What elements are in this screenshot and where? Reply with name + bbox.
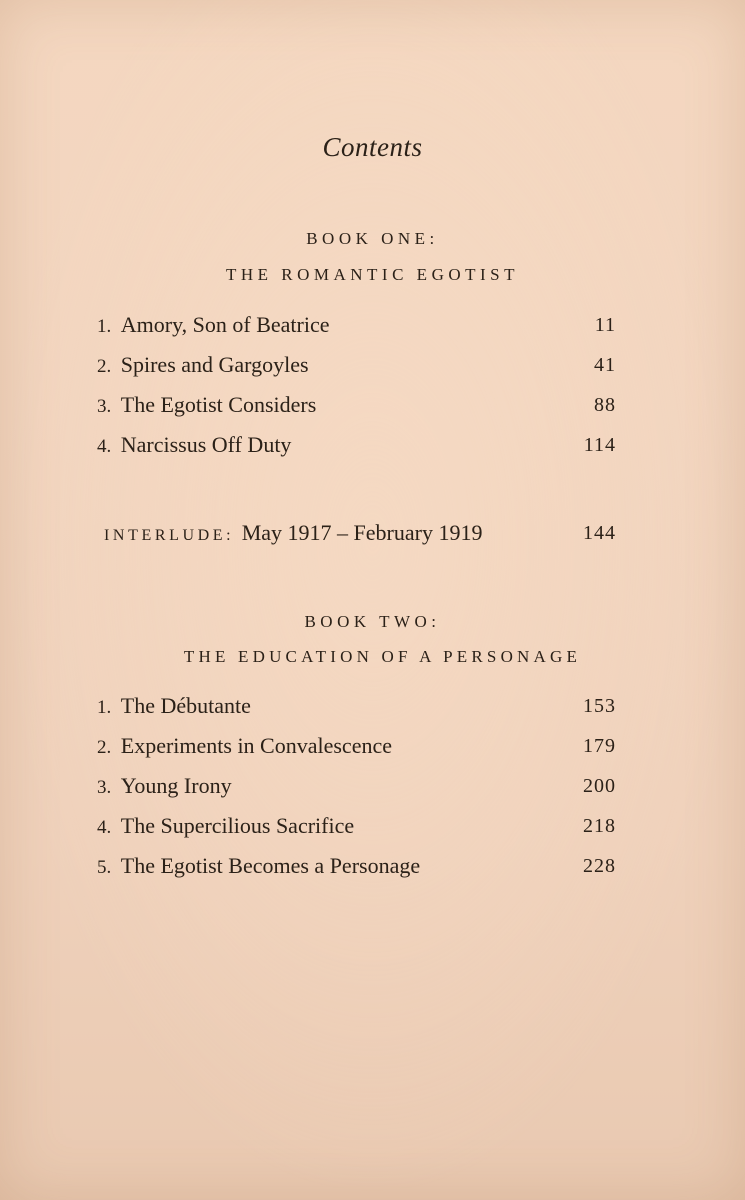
chapter-title: The Supercilious Sacrifice [120,813,355,838]
chapter-number: 4. [97,817,112,838]
chapter-title: Narcissus Off Duty [120,432,292,457]
page-number: 144 [583,522,616,544]
page-title: Contents [322,132,423,162]
book-two-subtitle: THE EDUCATION OF A PERSONAGE [183,647,582,666]
page-number: 228 [583,855,616,877]
interlude-dates: May 1917 – February 1919 [241,520,483,545]
page-number: 218 [583,815,616,837]
chapter-title: Amory, Son of Beatrice [120,312,330,337]
toc-entry-book-one-1[interactable] [97,312,616,342]
chapter-number: 4. [97,436,112,457]
page-number: 114 [583,434,616,456]
page-number: 200 [583,775,616,797]
toc-entry-book-two-4[interactable] [97,813,616,843]
page-number: 11 [594,314,616,336]
chapter-title: The Débutante [120,693,251,718]
interlude-label: INTERLUDE: [104,527,235,544]
chapter-number: 5. [97,857,112,878]
chapter-title: The Egotist Becomes a Personage [120,853,421,878]
page-number: 153 [583,695,616,717]
toc-entry-book-one-2[interactable] [97,352,616,382]
chapter-title: Young Irony [120,773,232,798]
toc-entry-book-two-5[interactable] [97,853,616,883]
chapter-number: 1. [97,316,112,337]
book-two-heading: BOOK TWO: [304,612,441,631]
toc-entry-book-one-3[interactable] [97,392,616,422]
toc-entry-interlude[interactable] [104,520,616,550]
chapter-title: The Egotist Considers [120,392,317,417]
toc-entry-book-one-4[interactable] [97,432,616,462]
book-one-heading: BOOK ONE: [306,229,439,248]
chapter-number: 3. [97,396,112,417]
toc-entry-book-two-1[interactable] [97,693,616,723]
chapter-title: Spires and Gargoyles [120,352,309,377]
book-one-subtitle: THE ROMANTIC EGOTIST [225,265,520,284]
chapter-title: Experiments in Convalescence [120,733,392,758]
chapter-number: 3. [97,777,112,798]
page-number: 41 [594,354,616,376]
chapter-number: 1. [97,697,112,718]
chapter-number: 2. [97,737,112,758]
toc-entry-book-two-2[interactable] [97,733,616,763]
page-number: 88 [594,394,616,416]
page-number: 179 [583,735,616,757]
toc-entry-book-two-3[interactable] [97,773,616,803]
chapter-number: 2. [97,356,112,377]
